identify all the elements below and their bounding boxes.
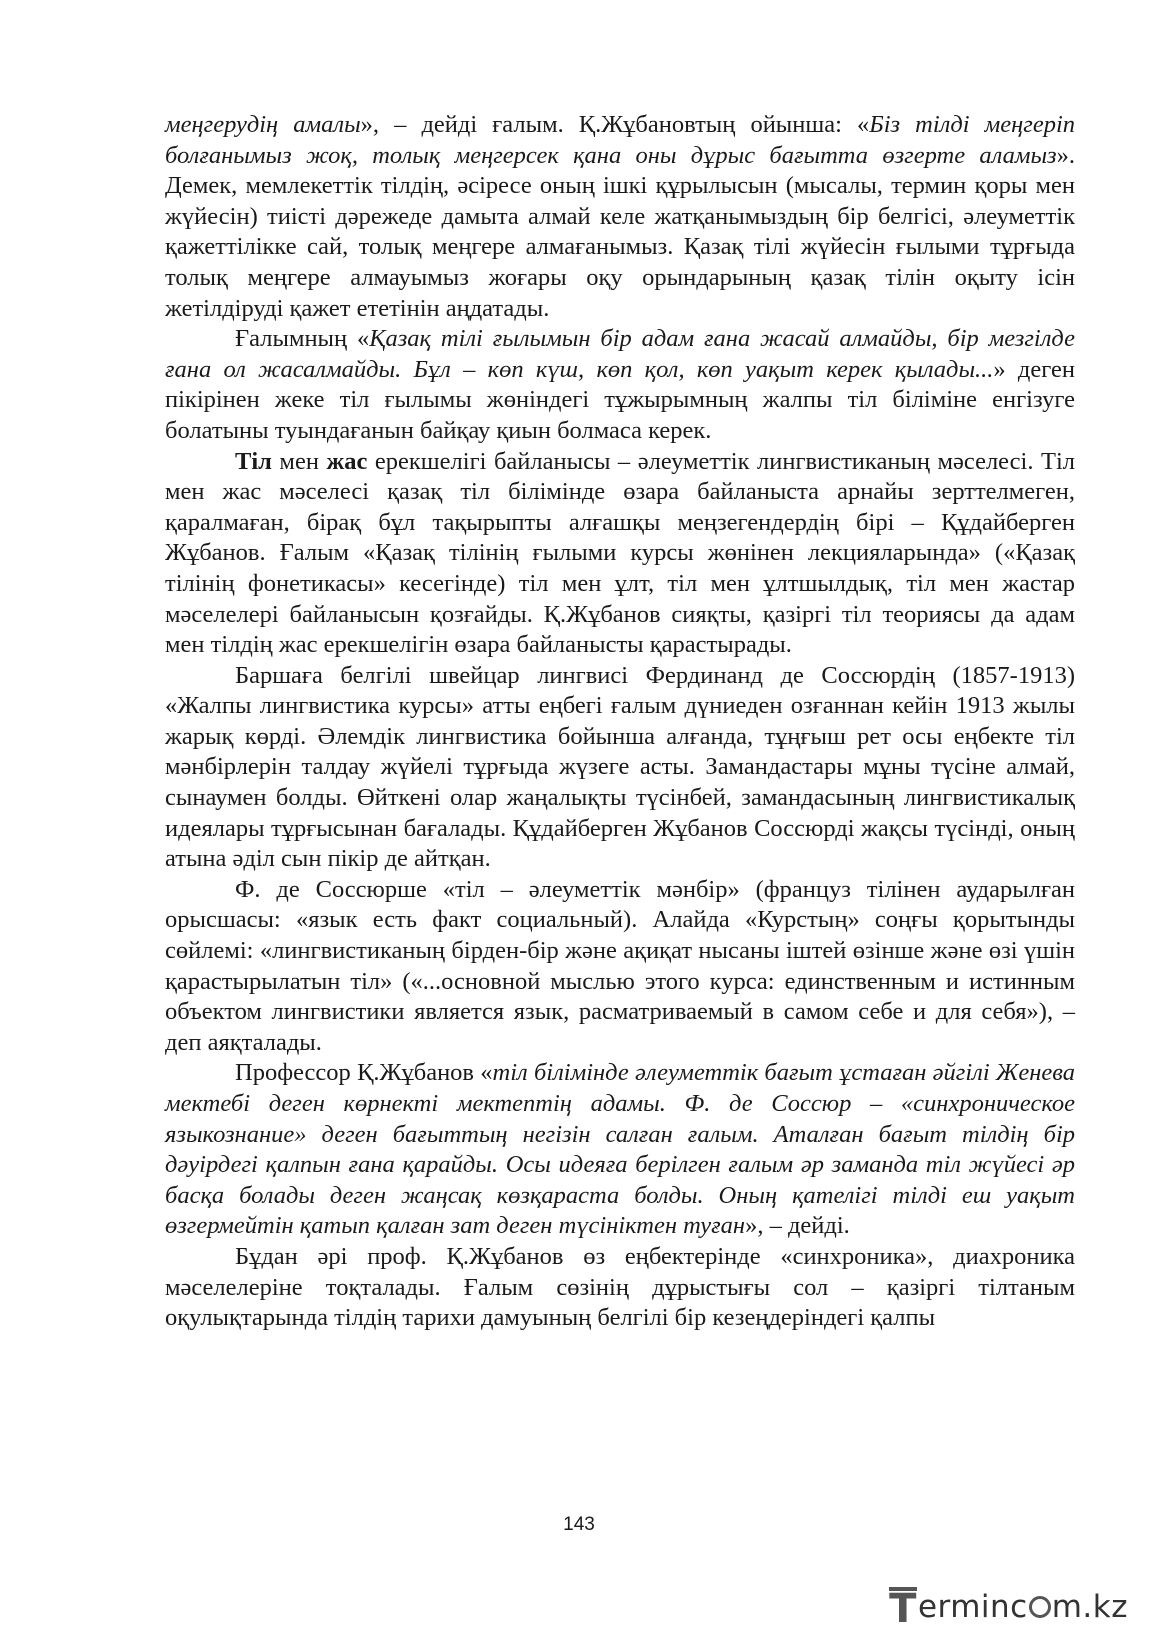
text-run: меңгерудің амалы xyxy=(165,111,361,138)
text-run: Ғалымның « xyxy=(235,325,370,353)
text-run: Қазақ тілі ғылымын бір адам ғана жасай алмайды, бір мезгілде ғана ол жасалмайды. Бұл – көп күш, көп қол, көп уақыт керек қылады... xyxy=(165,325,1075,383)
text-run: Бұдан әрі проф. Қ.Жұбанов өз еңбектерінде «синхроника», диахроника мәселелеріне тоқталады. Ғалым сөзінің дұрыстығы сол – қазіргі тілтаным оқулықтарында тілдің тарихи дамуының белгілі бір кезеңдеріндегі қалпы xyxy=(165,1242,1075,1332)
paragraph-7 xyxy=(165,1242,1075,1334)
text-run: ». Демек, мемлекеттік тілдің, әсіресе оның ішкі құрылысын (мысалы, термин қоры мен жүйесін) тиісті дәрежеде дамыта алмай келе жатқанымыздың бір белгісі, әлеуметтік қажеттілікке сай, толық меңгере алмағанымыз. Қазақ тілі жүйесін ғылыми тұрғыда толық меңгере алмауымыз жоғары оқу орындарының қазақ тілін оқыту ісін жетілдіруді қажет ететінін аңдатады. xyxy=(165,141,1075,322)
text-run: Ф. де Соссюрше «тіл – әлеуметтік мәнбір» (француз тілінен аударылған орысшасы: «язык есть факт социальный). Алайда «Курстың» соңғы қорытынды сөйлемі: «лингвистиканың бірден-бір және ақиқат нысаны іштей өзінше және өзі үшін қарастырылатын тіл» («...основной мыслью этого курса: единственным и истинным объектом лингвистики является язык, расматриваемый в самом себе и для себя»), – деп аяқталады. xyxy=(165,875,1075,1056)
document-body xyxy=(165,110,1075,1334)
page-number: 143 xyxy=(563,1514,595,1535)
watermark-text-1: ermin xyxy=(917,1589,1011,1625)
text-run: тіл білімінде әлеуметтік бағыт ұстаған әйгілі Женева мектебі деген көрнекті мектептің адамы. Ф. де Соссюр – «синхроническое языкознание» деген бағыттың негізін салған ғалым. Аталған бағыт тілдің бір дәуірдегі қалпын ғана қарайды. Осы идеяға берілген ғалым әр заманда тіл жүйесі әр басқа болады деген жаңсақ көзқараста болды. Оның қателігі тілді еш уақыт өзгермейтін қатып қалған зат деген түсініктен туған xyxy=(165,1059,1075,1240)
watermark-logo-t: T xyxy=(889,1586,917,1632)
text-run: » деген пікірінен жеке тіл ғылымы жөніндегі тұжырымның жалпы тіл біліміне енгізуге болатыны туындағанын байқау қиын болмаса керек. xyxy=(165,355,1075,444)
watermark-o-icon xyxy=(1029,1596,1051,1618)
text-run: Біз тілді меңгеріп болғанымыз жоқ, толық меңгерсек қана оны дұрыс бағытта өзгерте аламыз xyxy=(165,111,1075,169)
text-run: Тіл xyxy=(235,447,272,475)
text-run: ерекшелігі байланысы – әлеуметтік лингвистиканың мәселесі. Тіл мен жас мәселесі қазақ тіл білімінде өзара байланыста арнайы зерттелмеген, қаралмаған, бірақ бұл тақырыпты алғашқы меңзегендердің бірі – Құдайберген Жұбанов. Ғалым «Қазақ тілінің ғылыми курсы жөнінен лекцияларында» («Қазақ тілінің фонетикасы» кесегінде) тіл мен ұлт, тіл мен ұлтшылдық, тіл мен жастар мәселелері байланысын қозғайды. Қ.Жұбанов сияқты, қазіргі тіл теориясы да адам мен тілдің жас ерекшелігін өзара байланысты қарастырады. xyxy=(165,447,1075,659)
paragraph-3 xyxy=(165,447,1075,661)
text-run: Баршаға белгілі швейцар лингвисі Фердинанд де Соссюрдің (1857-1913) «Жалпы лингвистика курсы» атты еңбегі ғалым дүниеден озғаннан кейін 1913 жылы жарық көрді. Әлемдік лингвистика бойынша алғанда, тұңғыш рет осы еңбекте тіл мәнбірлерін талдау жүйелі тұрғыда жүзеге асты. Замандастары мұны түсіне алмай, сынаумен болды. Өйткені олар жаңалықты түсінбей, замандасының лингвистикалық идеялары тұрғысынан бағалады. Құдайберген Жұбанов Соссюрді жақсы түсінді, оның атына әділ сын пікір де айтқан. xyxy=(165,661,1075,873)
paragraph-5 xyxy=(165,875,1075,1059)
termincom-watermark xyxy=(889,1585,1128,1632)
watermark-text-2: m.kz xyxy=(1051,1589,1128,1625)
paragraph-6 xyxy=(165,1058,1075,1242)
paragraph-4 xyxy=(165,661,1075,875)
text-run: жас xyxy=(326,447,368,475)
text-run: Профессор Қ.Жұбанов « xyxy=(235,1059,493,1087)
text-run: », – дейді. xyxy=(745,1212,850,1240)
paragraph-1 xyxy=(165,110,1075,324)
watermark-text-c: c xyxy=(1010,1589,1028,1625)
paragraph-2 xyxy=(165,324,1075,446)
text-run: мен xyxy=(271,447,327,475)
text-run: », – дейді ғалым. Қ.Жұбановтың ойынша: « xyxy=(360,111,870,138)
